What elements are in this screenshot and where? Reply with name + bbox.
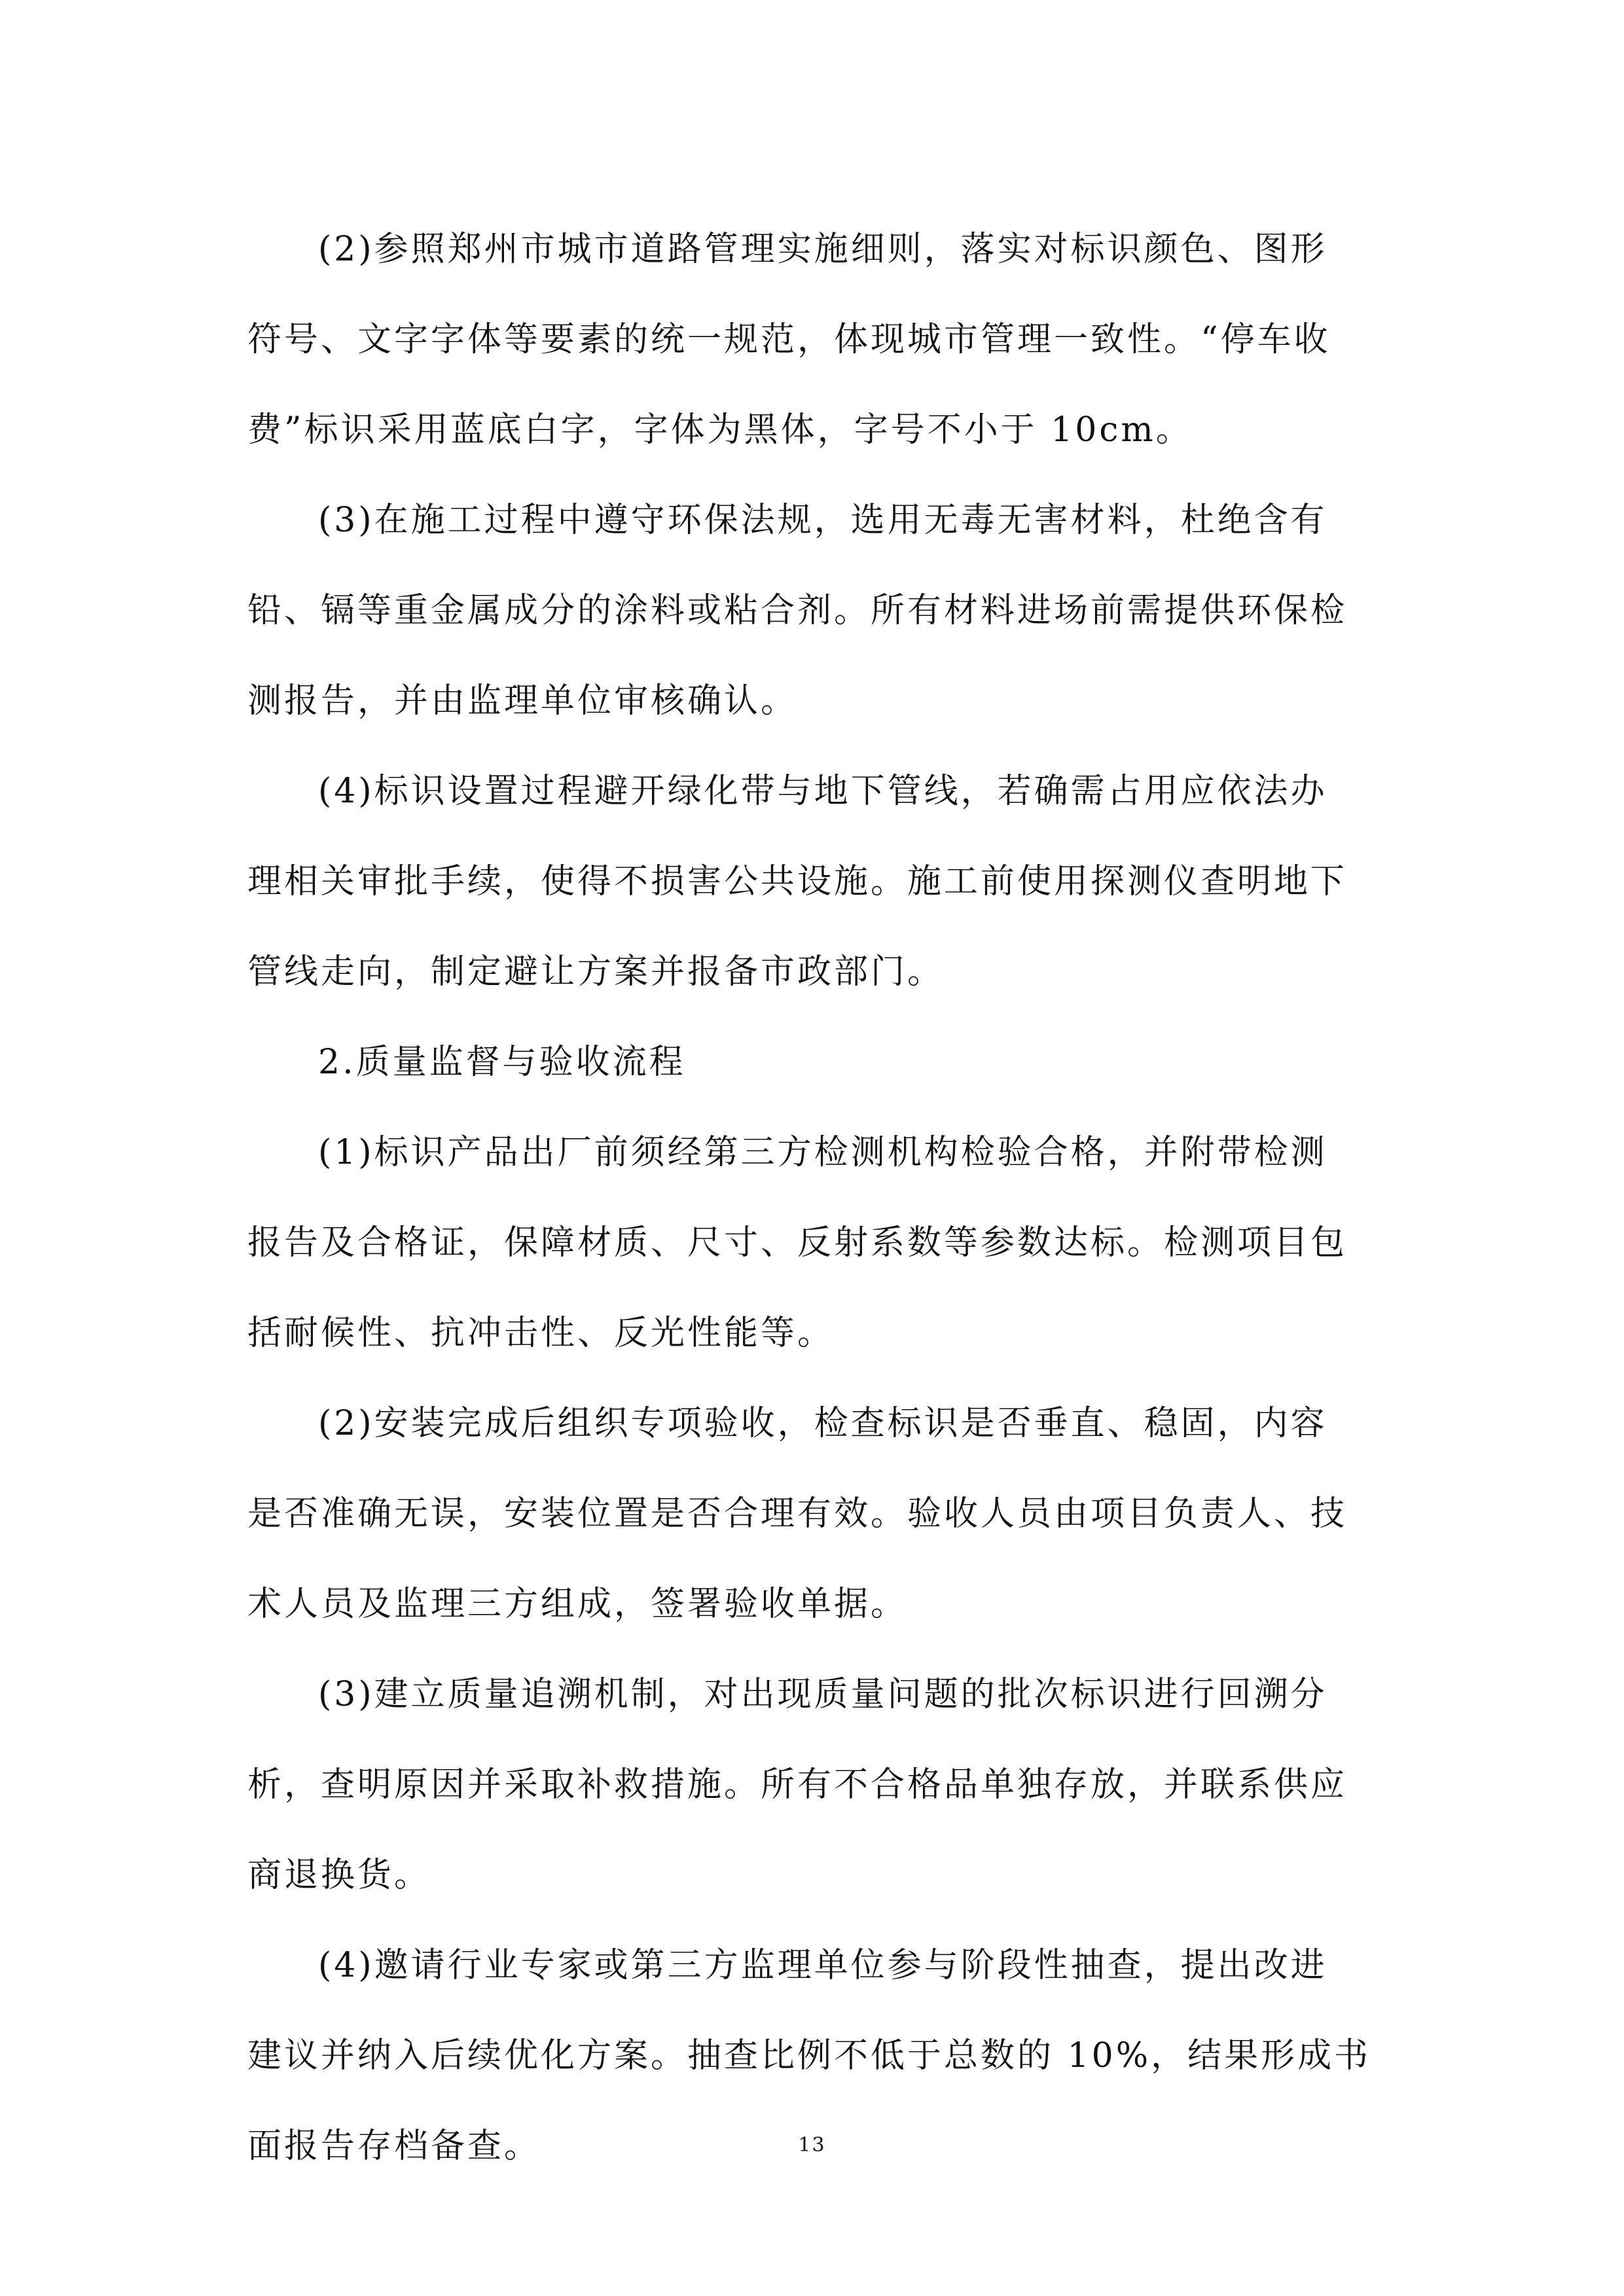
text-line: (4)邀请行业专家或第三方监理单位参与阶段性抽查，提出改进 xyxy=(318,1946,1327,1985)
paragraph-3-environmental xyxy=(247,475,1389,746)
text-line: 测报告，并由监理单位审核确认。 xyxy=(247,681,798,721)
text-line: (3)建立质量追溯机制，对出现质量问题的批次标识进行回溯分 xyxy=(318,1675,1327,1714)
text-line: 费”标识采用蓝底白字，字体为黑体，字号不小于 10cm。 xyxy=(247,410,1193,450)
paragraph-1-inspection xyxy=(247,1107,1389,1378)
text-line: 符号、文字字体等要素的统一规范，体现城市管理一致性。“停车收 xyxy=(247,320,1331,359)
text-line: (2)参照郑州市城市道路管理实施细则，落实对标识颜色、图形 xyxy=(318,230,1327,269)
paragraph-4-pipelines xyxy=(247,746,1389,1017)
section-heading-quality xyxy=(247,1017,1389,1107)
text-line: (4)标识设置过程避开绿化带与地下管线，若确需占用应依法办 xyxy=(318,772,1327,811)
text-line: 管线走向，制定避让方案并报备市政部门。 xyxy=(247,952,945,992)
text-line: 理相关审批手续，使得不损害公共设施。施工前使用探测仪查明地下 xyxy=(247,862,1348,901)
paragraph-2-standardization xyxy=(247,204,1389,475)
text-line: (1)标识产品出厂前须经第三方检测机构检验合格，并附带检测 xyxy=(318,1133,1327,1172)
body-text xyxy=(247,204,1389,2191)
text-line: 术人员及监理三方组成，签署验收单据。 xyxy=(247,1585,908,1624)
text-line: 建议并纳入后续优化方案。抽查比例不低于总数的 10%，结果形成书 xyxy=(247,2036,1371,2075)
section-heading: 2.质量监督与验收流程 xyxy=(318,1043,686,1082)
paragraph-2-acceptance xyxy=(247,1378,1389,1649)
text-line: (3)在施工过程中遵守环保法规，选用无毒无害材料，杜绝含有 xyxy=(318,501,1327,540)
text-line: 析，查明原因并采取补救措施。所有不合格品单独存放，并联系供应 xyxy=(247,1765,1348,1804)
text-line: (2)安装完成后组织专项验收，检查标识是否垂直、稳固，内容 xyxy=(318,1404,1327,1443)
text-line: 报告及合格证，保障材质、尺寸、反射系数等参数达标。检测项目包 xyxy=(247,1223,1348,1263)
page-number: 13 xyxy=(798,2134,826,2157)
text-line: 面报告存档备查。 xyxy=(247,2126,541,2166)
text-line: 括耐候性、抗冲击性、反光性能等。 xyxy=(247,1314,835,1353)
text-line: 商退换货。 xyxy=(247,1856,431,1895)
paragraph-3-traceability xyxy=(247,1649,1389,1920)
text-line: 是否准确无误，安装位置是否合理有效。验收人员由项目负责人、技 xyxy=(247,1494,1348,1534)
text-line: 铅、镉等重金属成分的涂料或粘合剂。所有材料进场前需提供环保检 xyxy=(247,591,1348,630)
